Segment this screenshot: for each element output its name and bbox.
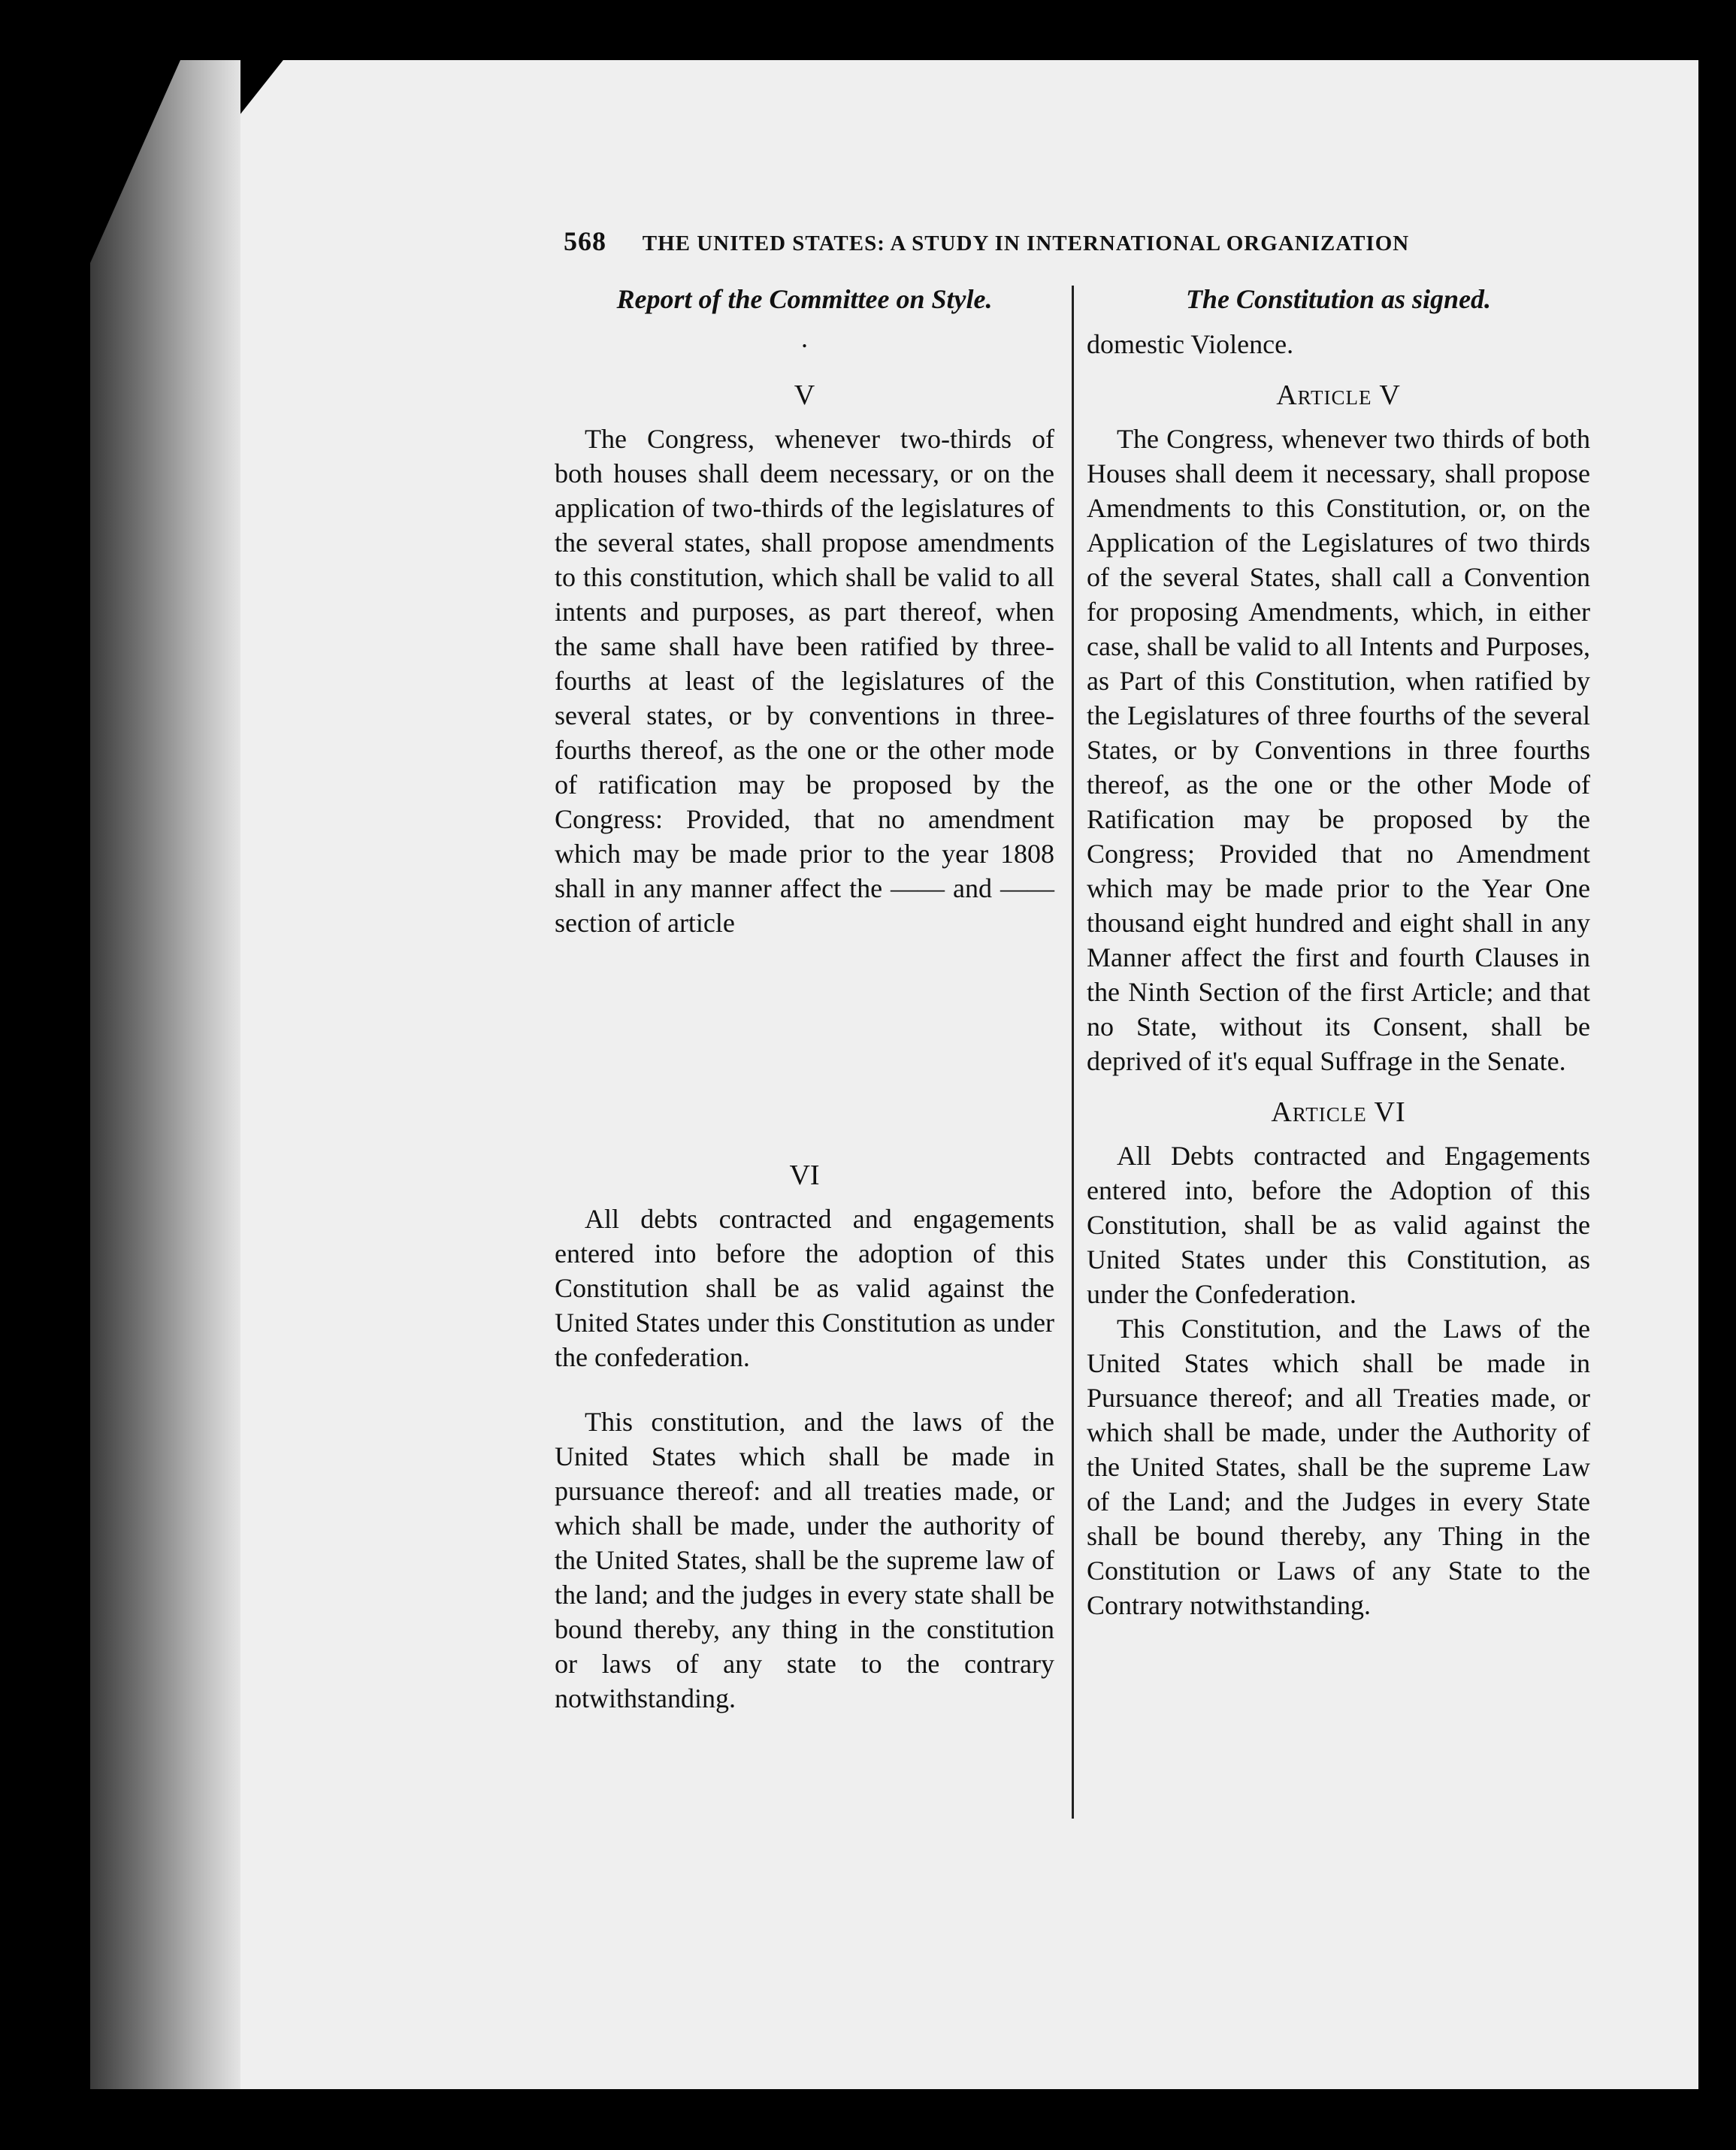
- section-vi-paragraph-2: This constitution, and the laws of the United States which shall be made in pursuance thereof: and all treaties made, or which shall be made, under the authority of the United States, shall be the supreme law of the land; and the judges in every state shall be bound thereby, any thing in the constitution or laws of any state to the contrary notwithstanding.: [555, 1407, 1054, 1713]
- stray-dot: .: [801, 323, 808, 353]
- article-vi-heading: Article VI: [1271, 1096, 1406, 1128]
- column-divider: [1072, 286, 1074, 1819]
- running-head: [564, 225, 1480, 257]
- article-v-heading: Article V: [1276, 380, 1401, 411]
- page-number: 568: [564, 226, 606, 256]
- section-vi-paragraph-1: All debts contracted and engagements entered into before the adoption of this Constitution shall be as valid against the United States under this Constitution as under the confederation.: [555, 1204, 1054, 1372]
- article-v-text: The Congress, whenever two thirds of both Houses shall deem it necessary, shall propose Amendments to this Constitution, or, on the Application of the Legislatures of two thirds of the several States, shall call a Convention for proposing Amendments, which, in either case, shall be valid to all Intents and Purposes, as Part of this Constitution, when ratified by the Legislatures of three fourths of the several States, or by Conventions in three fourths thereof, as the one or the other Mode of Ratification may be proposed by the Congress; Provided that no Amendment which may be made prior to the Year One thousand eight hundred and eight shall in any Manner affect the first and fourth Clauses in the Ninth Section of the first Article; and that no State, without its Consent, shall be deprived of it's equal Suffrage in the Senate.: [1087, 424, 1590, 1076]
- article-vi-paragraph-1: All Debts contracted and Engagements entered into, before the Adoption of this Constitution, shall be as valid against the United States under this Constitution, as under the Confederation.: [1087, 1141, 1590, 1309]
- right-column-title: The Constitution as signed.: [1185, 284, 1492, 314]
- section-v-text: The Congress, whenever two-thirds of both houses shall deem necessary, or on the application of two-thirds of the legislatures of the several states, shall propose amendments to this constitution, which shall be valid to all intents and purposes, as part thereof, when the same shall have been ratified by three-fourths at least of the legislatures of the several states, or by conventions in three-fourths thereof, as the one or the other mode of ratification may be proposed by the Congress: Provided, that no amendment which may be made prior to the year 1808 shall in any manner affect the —— and —— section of article: [555, 424, 1054, 938]
- book-binding-shadow: [90, 60, 240, 2089]
- running-head-title: THE UNITED STATES: A STUDY IN INTERNATIONAL ORGANIZATION: [642, 231, 1410, 256]
- carryover-text: domestic Violence.: [1087, 329, 1294, 359]
- left-column: [555, 282, 1054, 1716]
- section-v-heading: V: [794, 380, 815, 411]
- section-vi-heading: VI: [789, 1160, 820, 1191]
- right-column: [1087, 282, 1590, 1622]
- left-column-title: Report of the Committee on Style.: [616, 284, 993, 314]
- article-vi-paragraph-2: This Constitution, and the Laws of the United States which shall be made in Pursuance thereof; and all Treaties made, or which shall be made, under the Authority of the United States, shall be the supreme Law of the Land; and the Judges in every State shall be bound thereby, any Thing in the Constitution or Laws of any State to the Contrary notwithstanding.: [1087, 1314, 1590, 1620]
